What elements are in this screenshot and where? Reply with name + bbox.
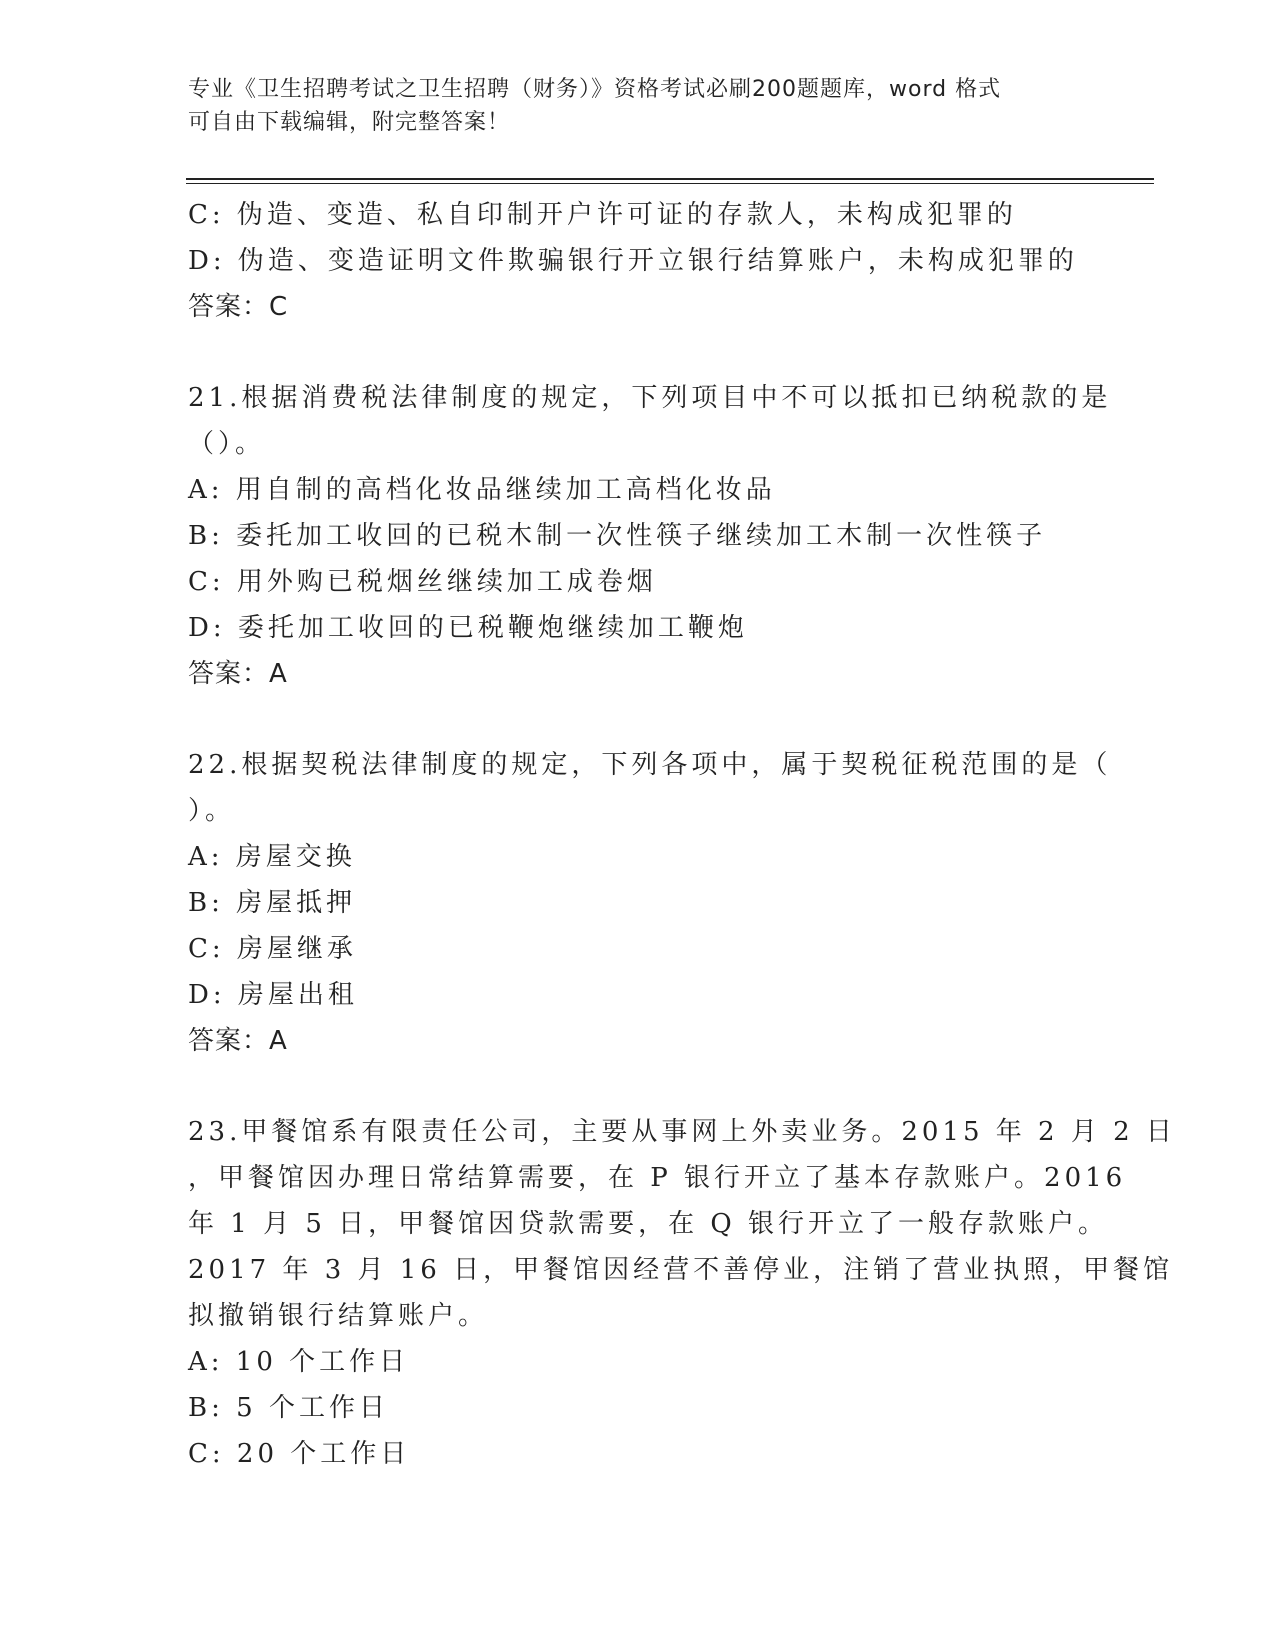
- answer-label: 答案：A: [188, 1026, 288, 1056]
- option-a: A: 房屋交换: [188, 842, 356, 872]
- spacer: [188, 330, 1088, 375]
- option-d: D: 房屋出租: [188, 980, 358, 1010]
- spacer: [188, 697, 1088, 742]
- question-list: [188, 192, 1176, 1477]
- option-c: C: 伪造、变造、私自印制开户许可证的存款人，未构成犯罪的: [188, 200, 1017, 230]
- question-stem: （）。: [188, 429, 266, 459]
- header-divider-thick: [186, 178, 1154, 180]
- question-23: [188, 1109, 1176, 1477]
- option-d: D: 委托加工收回的已税鞭炮继续加工鞭炮: [188, 613, 748, 643]
- question-stem: 22.根据契税法律制度的规定，下列各项中，属于契税征税范围的是（: [188, 750, 1112, 780]
- option-d: D: 伪造、变造证明文件欺骗银行开立银行结算账户，未构成犯罪的: [188, 246, 1078, 276]
- option-c: C: 房屋继承: [188, 934, 357, 964]
- option-a: A: 用自制的高档化妆品继续加工高档化妆品: [188, 475, 776, 505]
- question-22: [188, 742, 1112, 1064]
- option-a: A: 10 个工作日: [188, 1347, 410, 1377]
- option-b: B: 5 个工作日: [188, 1393, 389, 1423]
- answer-label: 答案：C: [188, 292, 289, 322]
- question-21: [188, 375, 1112, 697]
- question-stem: 2017 年 3 月 16 日，甲餐馆因经营不善停业，注销了营业执照，甲餐馆: [188, 1255, 1174, 1285]
- question-stem: 23.甲餐馆系有限责任公司，主要从事网上外卖业务。2015 年 2 月 2 日: [188, 1117, 1176, 1147]
- document-header: [188, 73, 1068, 139]
- header-title-line-1: 专业《卫生招聘考试之卫生招聘（财务）》资格考试必刷200题题库，word 格式: [188, 77, 1002, 102]
- option-c: C: 用外购已税烟丝继续加工成卷烟: [188, 567, 657, 597]
- option-c: C: 20 个工作日: [188, 1439, 411, 1469]
- question-stem: ）。: [188, 796, 236, 826]
- option-b: B: 房屋抵押: [188, 888, 357, 918]
- previous-question-fragment: [188, 192, 1088, 330]
- header-title-line-2: 可自由下载编辑，附完整答案！: [188, 110, 511, 135]
- spacer: [188, 1064, 1088, 1109]
- question-stem: ，甲餐馆因办理日常结算需要，在 P 银行开立了基本存款账户。2016: [188, 1163, 1127, 1193]
- header-divider-thin: [186, 183, 1154, 184]
- option-b: B: 委托加工收回的已税木制一次性筷子继续加工木制一次性筷子: [188, 521, 1047, 551]
- answer-label: 答案：A: [188, 659, 288, 689]
- question-stem: 拟撤销银行结算账户。: [188, 1301, 489, 1331]
- question-stem: 21.根据消费税法律制度的规定，下列项目中不可以抵扣已纳税款的是: [188, 383, 1112, 413]
- question-stem: 年 1 月 5 日，甲餐馆因贷款需要，在 Q 银行开立了一般存款账户。: [188, 1209, 1108, 1239]
